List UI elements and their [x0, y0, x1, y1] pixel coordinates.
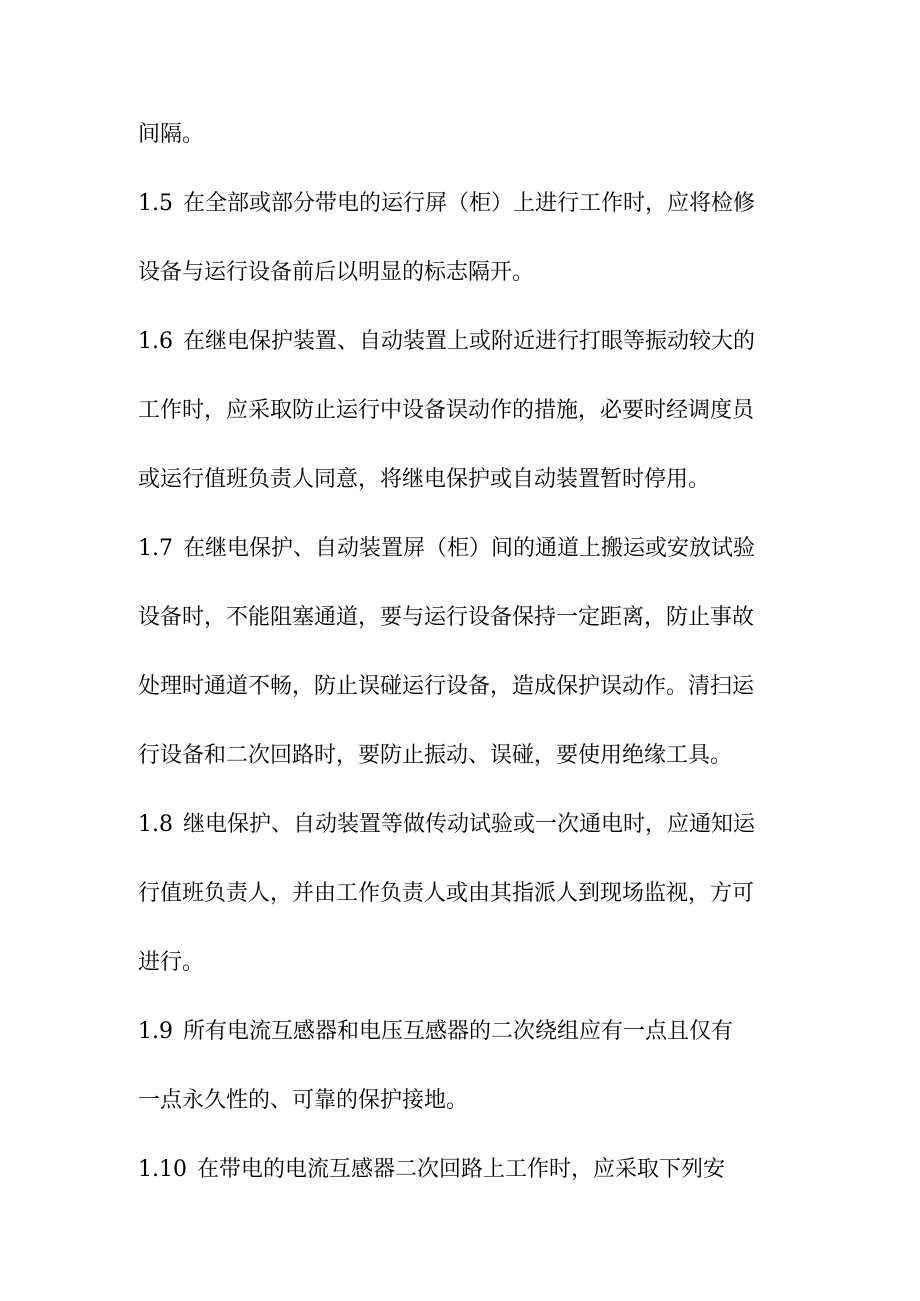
clause-number: 1.10	[138, 1157, 187, 1182]
line-text: 设备时，不能阻塞通道，要与运行设备保持一定距离，防止事故	[138, 605, 755, 630]
text-line	[138, 595, 798, 640]
line-text: 行设备和二次回路时，要防止振动、误碰，要使用绝缘工具。	[138, 743, 733, 768]
text-line	[138, 1078, 798, 1123]
line-text: 在带电的电流互感器二次回路上工作时，应采取下列安	[196, 1157, 725, 1182]
line-text: 所有电流互感器和电压互感器的二次绕组应有一点且仅有	[183, 1019, 734, 1044]
text-line	[138, 526, 798, 571]
text-line	[138, 664, 798, 709]
text-line	[138, 940, 798, 985]
text-line	[138, 457, 798, 502]
line-text: 进行。	[138, 950, 205, 975]
line-text: 间隔。	[138, 122, 205, 147]
clause-number: 1.9	[138, 1019, 173, 1044]
clause-number: 1.7	[138, 536, 173, 561]
line-text: 处理时通道不畅，防止误碰运行设备，造成保护误动作。清扫运	[138, 674, 755, 699]
text-line	[138, 181, 798, 226]
text-line	[138, 1009, 798, 1054]
text-line	[138, 1147, 798, 1192]
text-line	[138, 802, 798, 847]
text-line	[138, 733, 798, 778]
text-line	[138, 319, 798, 364]
document-body	[138, 112, 798, 1216]
text-line	[138, 112, 798, 157]
text-line	[138, 250, 798, 295]
line-text: 一点永久性的、可靠的保护接地。	[138, 1088, 469, 1113]
clause-number: 1.5	[138, 191, 173, 216]
clause-number: 1.8	[138, 812, 173, 837]
line-text: 行值班负责人，并由工作负责人或由其指派人到现场监视，方可	[138, 881, 755, 906]
line-text: 在继电保护装置、自动装置上或附近进行打眼等振动较大的	[183, 329, 756, 354]
line-text: 工作时，应采取防止运行中设备误动作的措施，必要时经调度员	[138, 398, 755, 423]
line-text: 继电保护、自动装置等做传动试验或一次通电时，应通知运	[183, 812, 756, 837]
line-text: 或运行值班负责人同意，将继电保护或自动装置暂时停用。	[138, 467, 711, 492]
line-text: 在继电保护、自动装置屏（柜）间的通道上搬运或安放试验	[183, 536, 756, 561]
text-line	[138, 871, 798, 916]
line-text: 在全部或部分带电的运行屏（柜）上进行工作时，应将检修	[183, 191, 756, 216]
clause-number: 1.6	[138, 329, 173, 354]
line-text: 设备与运行设备前后以明显的标志隔开。	[138, 260, 535, 285]
text-line	[138, 388, 798, 433]
